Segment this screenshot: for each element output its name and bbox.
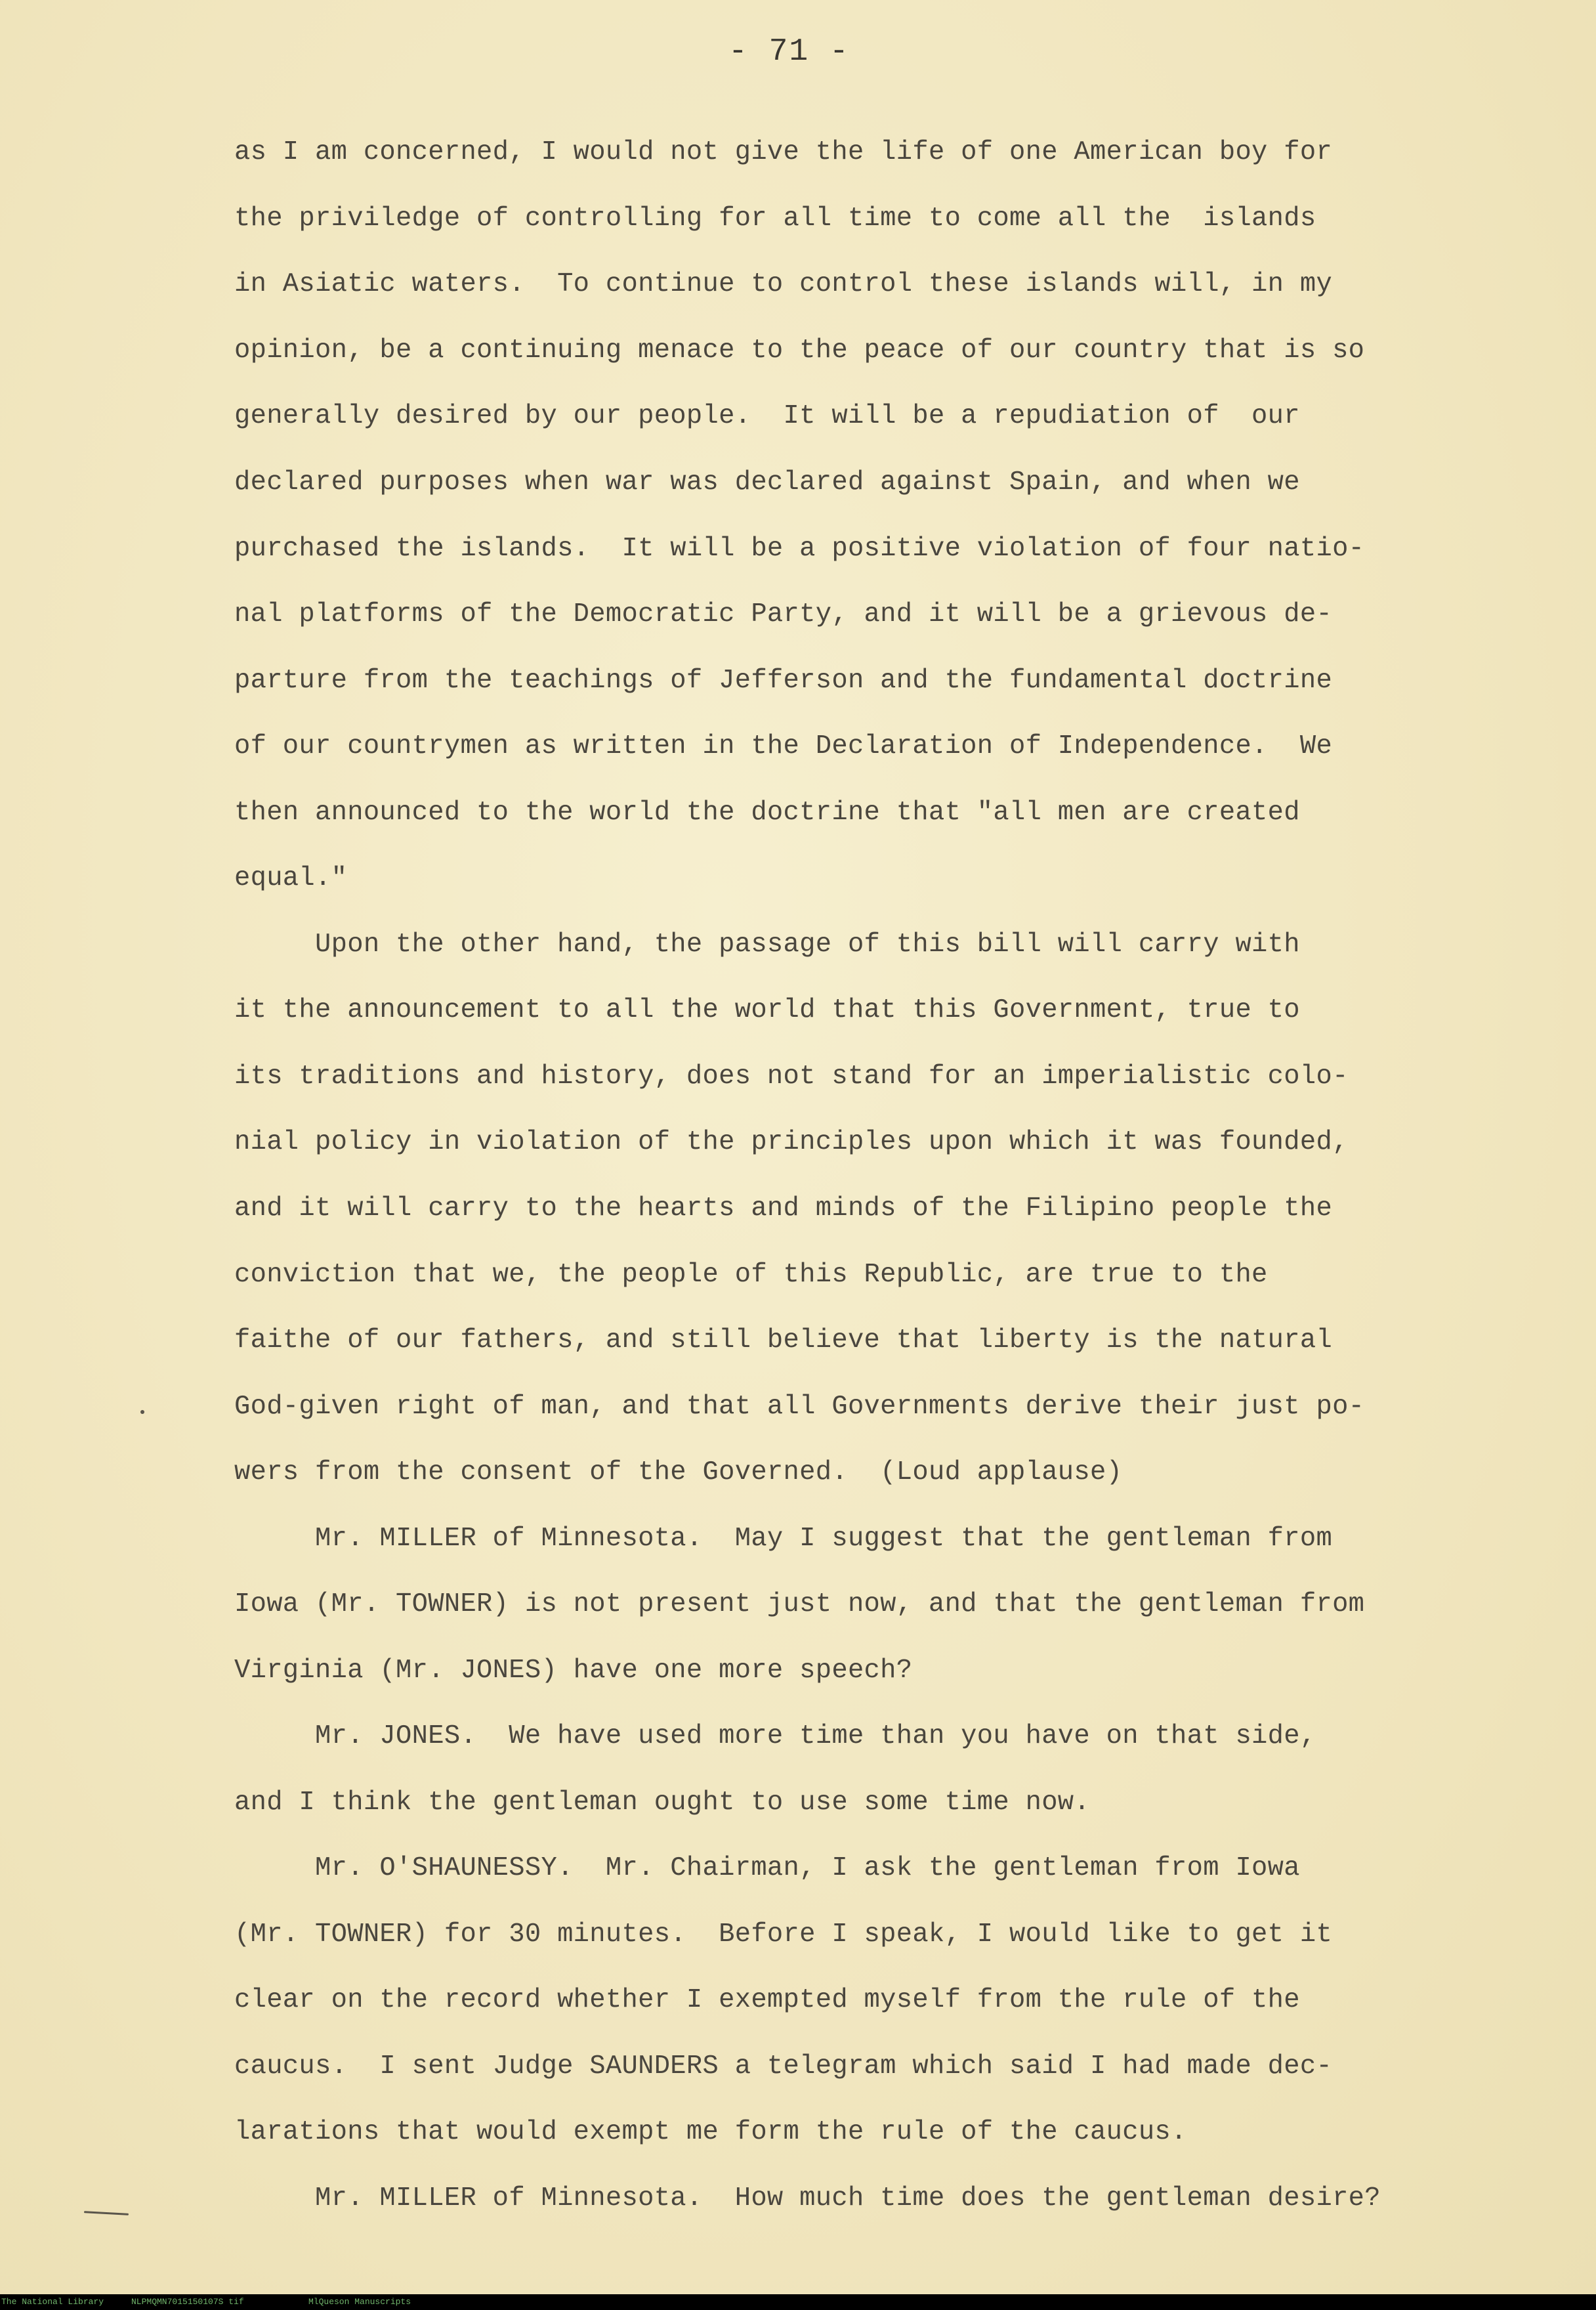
- text-line: Mr. O'SHAUNESSY. Mr. Chairman, I ask the gentleman from Iowa: [234, 1853, 1300, 1883]
- text-line: equal.": [234, 863, 348, 893]
- text-line: Mr. MILLER of Minnesota. How much time does the gentleman desire?: [234, 2183, 1381, 2214]
- text-line: wers from the consent of the Governed. (Loud applause): [234, 1457, 1123, 1487]
- margin-dash: [84, 2211, 129, 2215]
- footer-library: The National Library: [1, 2297, 104, 2307]
- text-line: and I think the gentleman ought to use some time now.: [234, 1787, 1091, 1818]
- text-line: clear on the record whether I exempted myself from the rule of the: [234, 1985, 1300, 2015]
- text-line: conviction that we, the people of this Republic, are true to the: [234, 1260, 1268, 1290]
- margin-dot: [140, 1410, 144, 1414]
- text-line: declared purposes when war was declared against Spain, and when we: [234, 467, 1300, 498]
- text-line: as I am concerned, I would not give the life of one American boy for: [234, 137, 1333, 167]
- text-line: nal platforms of the Democratic Party, and it will be a grievous de-: [234, 599, 1333, 630]
- text-line: opinion, be a continuing menace to the peace of our country that is so: [234, 335, 1365, 366]
- footer-collection: MlQueson Manuscripts: [308, 2297, 411, 2307]
- text-line: (Mr. TOWNER) for 30 minutes. Before I speak, I would like to get it: [234, 1919, 1333, 1950]
- footer-file-id: NLPMQMN7015150107S tif: [131, 2297, 244, 2307]
- text-line: and it will carry to the hearts and minds of the Filipino people the: [234, 1193, 1333, 1224]
- text-line: Mr. MILLER of Minnesota. May I suggest that the gentleman from: [234, 1524, 1333, 1554]
- text-line: its traditions and history, does not stand for an imperialistic colo-: [234, 1061, 1349, 1092]
- text-line: Mr. JONES. We have used more time than you have on that side,: [234, 1721, 1316, 1751]
- text-line: Iowa (Mr. TOWNER) is not present just now, and that the gentleman from: [234, 1589, 1365, 1619]
- text-line: generally desired by our people. It will be a repudiation of our: [234, 401, 1300, 431]
- text-line: purchased the islands. It will be a positive violation of four natio-: [234, 534, 1365, 564]
- text-line: it the announcement to all the world that this Government, true to: [234, 995, 1300, 1025]
- text-line: Upon the other hand, the passage of this bill will carry with: [234, 930, 1300, 960]
- scan-footer: [0, 2294, 1596, 2310]
- text-line: in Asiatic waters. To continue to control these islands will, in my: [234, 269, 1333, 299]
- text-line: of our countrymen as written in the Declaration of Independence. We: [234, 731, 1333, 761]
- text-line: nial policy in violation of the principles upon which it was founded,: [234, 1127, 1349, 1157]
- text-line: parture from the teachings of Jefferson and the fundamental doctrine: [234, 666, 1333, 696]
- text-line: larations that would exempt me form the rule of the caucus.: [234, 2117, 1187, 2147]
- page-number: - 71 -: [728, 34, 850, 70]
- text-line: Virginia (Mr. JONES) have one more speech?: [234, 1656, 913, 1686]
- text-line: faithe of our fathers, and still believe that liberty is the natural: [234, 1325, 1333, 1356]
- text-line: God-given right of man, and that all Governments derive their just po-: [234, 1392, 1365, 1422]
- text-line: the priviledge of controlling for all time to come all the islands: [234, 203, 1316, 234]
- text-line: then announced to the world the doctrine that "all men are created: [234, 798, 1300, 828]
- text-line: caucus. I sent Judge SAUNDERS a telegram which said I had made dec-: [234, 2051, 1333, 2082]
